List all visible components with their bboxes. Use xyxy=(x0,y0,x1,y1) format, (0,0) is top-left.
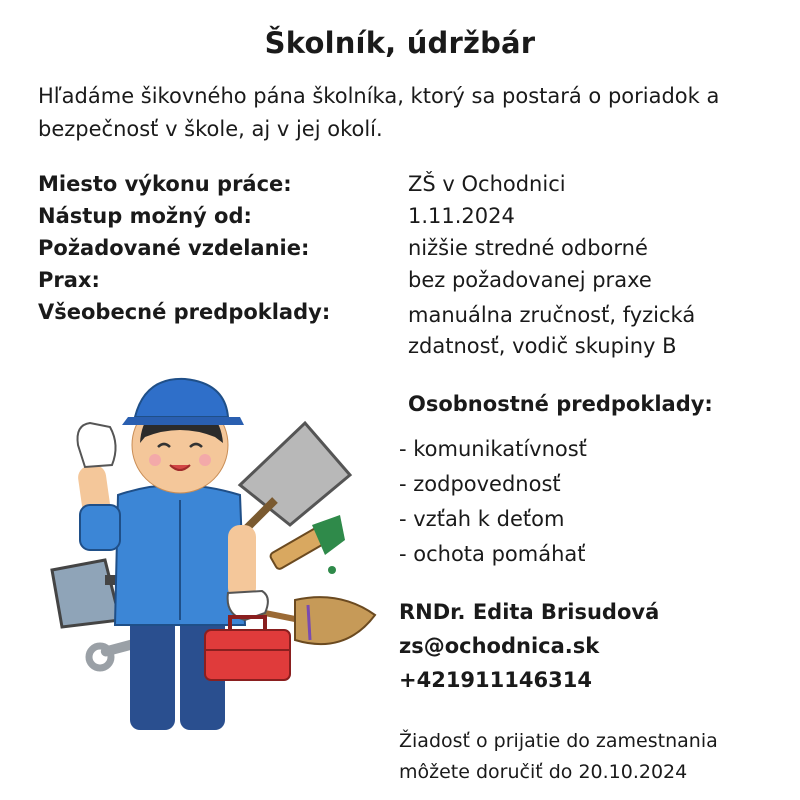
list-item: - ochota pomáhať xyxy=(399,542,586,566)
janitor-with-tools-icon xyxy=(40,365,385,745)
page-title: Školník, údržbár xyxy=(264,26,536,60)
detail-value: nižšie stredné odborné xyxy=(408,236,648,260)
contact-name: RNDr. Edita Brisudová xyxy=(399,600,660,624)
note-line: môžete doručiť do 20.10.2024 xyxy=(399,761,688,783)
note-line: Žiadosť o prijatie do zamestnania xyxy=(399,730,718,752)
detail-value: ZŠ v Ochodnici xyxy=(408,172,566,196)
trowel-icon xyxy=(240,423,350,530)
list-item: - zodpovednosť xyxy=(399,472,561,496)
detail-label: Všeobecné predpoklady: xyxy=(38,300,331,324)
contact-block xyxy=(399,595,659,697)
list-item: - komunikatívnosť xyxy=(399,437,587,461)
detail-label: Požadované vzdelanie: xyxy=(38,236,310,260)
detail-value: 1.11.2024 xyxy=(408,204,515,228)
requirements-line: zdatnosť, vodič skupiny B xyxy=(408,334,677,358)
contact-email: zs@ochodnica.sk xyxy=(399,634,600,658)
intro-text: Hľadáme šikovného pána školníka, ktorý sa postará o poriadok a bezpečnosť v škole, aj v jej okolí. xyxy=(38,84,720,141)
paint-brush-icon xyxy=(269,515,345,574)
detail-label: Prax: xyxy=(38,268,100,292)
personal-requirements-title: Osobnostné predpoklady: xyxy=(408,392,713,416)
list-item: - vzťah k deťom xyxy=(399,507,565,531)
detail-value: bez požadovanej praxe xyxy=(408,268,652,292)
requirements-line: manuálna zručnosť, fyzická xyxy=(408,303,696,327)
contact-phone: +421911146314 xyxy=(399,668,592,692)
detail-label: Nástup možný od: xyxy=(38,204,252,228)
detail-value-requirements xyxy=(408,300,768,362)
detail-label: Miesto výkonu práce: xyxy=(38,172,292,196)
personal-requirements-list xyxy=(399,432,587,572)
application-note xyxy=(399,726,779,788)
